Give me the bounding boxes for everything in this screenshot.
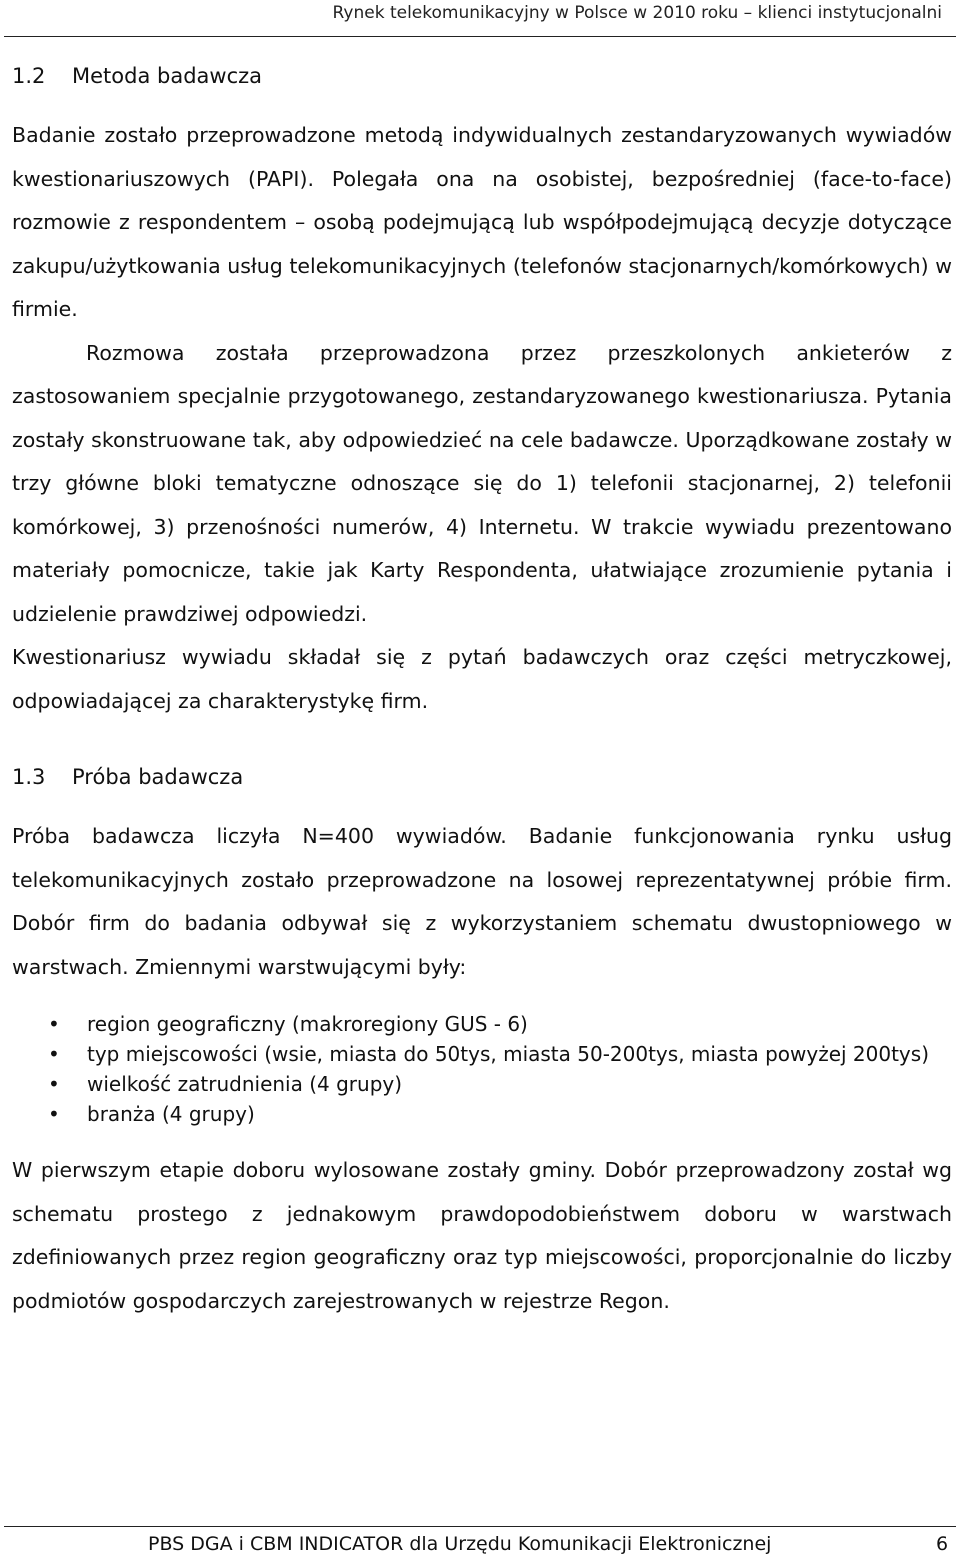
list-item: • branża (4 grupy) (12, 1099, 952, 1129)
section-title: Metoda badawcza (72, 64, 263, 88)
list-item: • region geograficzny (makroregiony GUS - 6) (12, 1009, 952, 1039)
section-title: Próba badawcza (72, 765, 244, 789)
section-number: 1.3 (12, 765, 46, 789)
bullet-icon: • (48, 1102, 60, 1126)
page-footer (0, 1530, 960, 1558)
list-item: • typ miejscowości (wsie, miasta do 50tys, miasta 50-200tys, miasta powyżej 200tys) (12, 1039, 952, 1069)
bullet-icon: • (48, 1012, 60, 1036)
paragraph-method: Badanie zostało przeprowadzone metodą indywidualnych zestandaryzowanych wywiadów kwestionariuszowych (PAPI). Polegała ona na osobistej, bezpośredniej (face-to-face) rozmowie z respondentem – osobą podejmującą lub współpodejmującą decyzje dotyczące zakupu/użytkowania usług telekomunikacyjnych (telefonów stacjonarnych/komórkowych) w firmie. (12, 123, 952, 321)
footer-text: PBS DGA i CBM INDICATOR dla Urzędu Komunikacji Elektronicznej (148, 1533, 772, 1555)
paragraph-questionnaire: Kwestionariusz wywiadu składał się z pytań badawczych oraz części metryczkowej, odpowiadającej za charakterystykę firm. (12, 645, 952, 713)
page-content (12, 56, 952, 1323)
stratification-list (12, 1009, 952, 1129)
paragraph-sample: Próba badawcza liczyła N=400 wywiadów. Badanie funkcjonowania rynku usług telekomunikacyjnych zostało przeprowadzone na losowej reprezentatywnej próbie firm. Dobór firm do badania odbywał się z wykorzystaniem schematu dwustopniowego w warstwach. Zmiennymi warstwującymi były: (12, 824, 952, 979)
paragraph-selection: W pierwszym etapie doboru wylosowane zostały gminy. Dobór przeprowadzony został wg schematu prostego z jednakowym prawdopodobieństwem doboru w warstwach zdefiniowanych przez region geograficzny oraz typ miejscowości, proporcjonalnie do liczby podmiotów gospodarczych zarejestrowanych w rejestrze Regon. (12, 1158, 952, 1313)
section-heading-1-3 (12, 757, 952, 797)
header-rule (4, 36, 956, 37)
list-item: • wielkość zatrudnienia (4 grupy) (12, 1069, 952, 1099)
section-heading-1-2 (12, 56, 952, 96)
footer-rule (4, 1526, 956, 1527)
running-header: Rynek telekomunikacyjny w Polsce w 2010 roku – klienci instytucjonalni (332, 3, 942, 23)
paragraph-interview: Rozmowa została przeprowadzona przez przeszkolonych ankieterów z zastosowaniem specjalnie przygotowanego, zestandaryzowanego kwestionariusza. Pytania zostały skonstruowane tak, aby odpowiedzieć na cele badawcze. Uporządkowane zostały w trzy główne bloki tematyczne odnoszące się do 1) telefonii stacjonarnej, 2) telefonii komórkowej, 3) przenośności numerów, 4) Internetu. W trakcie wywiadu prezentowano materiały pomocnicze, takie jak Karty Respondenta, ułatwiające zrozumienie pytania i udzielenie prawdziwej odpowiedzi. (12, 340, 952, 626)
page-number: 6 (936, 1533, 949, 1555)
bullet-icon: • (48, 1072, 60, 1096)
section-number: 1.2 (12, 64, 46, 88)
bullet-icon: • (48, 1042, 60, 1066)
